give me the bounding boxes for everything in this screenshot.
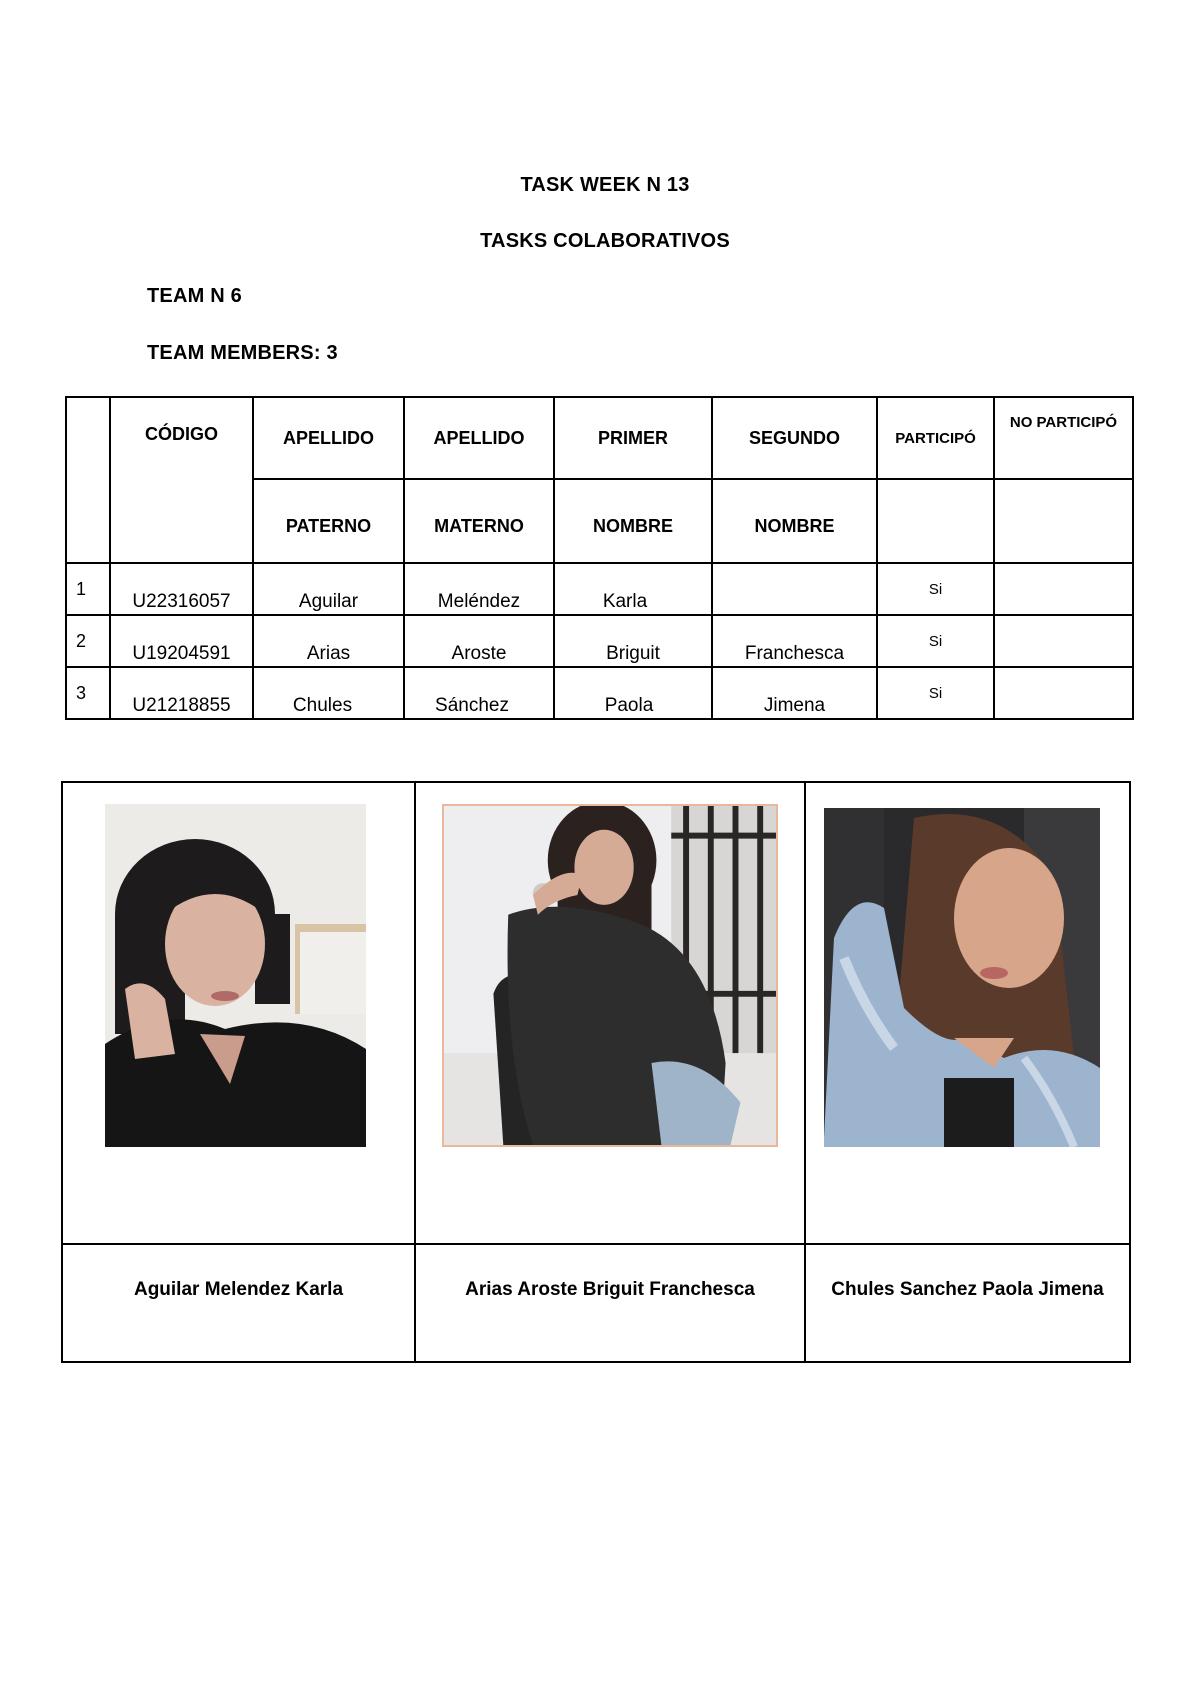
table-row: [66, 615, 1133, 667]
cell-participo: Si: [877, 615, 994, 667]
cell-primer: [554, 563, 712, 615]
cell-segundo: [712, 615, 877, 667]
member-photo: [105, 804, 366, 1147]
header-index-cell: [66, 397, 110, 563]
paterno-text: Aguilar: [298, 591, 359, 612]
team-number: TEAM N 6: [147, 285, 242, 307]
cell-paterno: [253, 615, 404, 667]
table-header-row: [66, 397, 1133, 479]
primer-text: Paola: [604, 695, 654, 716]
cell-codigo: [110, 667, 253, 719]
header-empty-participo: [877, 479, 994, 563]
cell-segundo: [712, 563, 877, 615]
header-participo: PARTICIPÓ: [877, 397, 994, 479]
team-members-count: TEAM MEMBERS: 3: [147, 342, 338, 364]
member-photo: [824, 808, 1100, 1147]
codigo-text: U19204591: [132, 643, 231, 664]
member-name-2: Arias Aroste Briguit Franchesca: [415, 1244, 805, 1362]
header-apellido-2: APELLIDO: [404, 397, 554, 479]
materno-text: Meléndez: [437, 591, 521, 612]
header-nombre-1: NOMBRE: [554, 479, 712, 563]
segundo-text: Jimena: [763, 695, 826, 716]
materno-text: Aroste: [451, 643, 507, 664]
table-row: [66, 563, 1133, 615]
member-photo: [442, 804, 778, 1147]
cell-no-participo: [994, 563, 1133, 615]
cell-codigo: [110, 615, 253, 667]
header-no-participo: NO PARTICIPÓ: [994, 397, 1133, 479]
cell-no-participo: [994, 615, 1133, 667]
header-apellido-1: APELLIDO: [253, 397, 404, 479]
header-primer: PRIMER: [554, 397, 712, 479]
cell-participo: Si: [877, 667, 994, 719]
primer-text: Briguit: [606, 643, 660, 664]
codigo-text: U22316057: [132, 591, 231, 612]
member-name-1: Aguilar Melendez Karla: [62, 1244, 415, 1362]
cell-materno: [404, 667, 554, 719]
row-index: 1: [66, 563, 110, 615]
header-segundo: SEGUNDO: [712, 397, 877, 479]
header-nombre-2: NOMBRE: [712, 479, 877, 563]
photo-cell: [415, 782, 805, 1244]
photo-cell: [805, 782, 1130, 1244]
row-index: 2: [66, 615, 110, 667]
photos-row: [62, 782, 1130, 1244]
cell-materno: [404, 615, 554, 667]
paterno-text: Arias: [306, 643, 351, 664]
header-codigo: CÓDIGO: [110, 397, 253, 563]
document-subtitle: TASKS COLABORATIVOS: [480, 230, 730, 252]
row-index: 3: [66, 667, 110, 719]
document-title: TASK WEEK N 13: [520, 174, 690, 196]
codigo-text: U21218855: [132, 695, 231, 716]
cell-primer: [554, 667, 712, 719]
members-table: [65, 396, 1134, 720]
header-materno: MATERNO: [404, 479, 554, 563]
cell-paterno: [253, 667, 404, 719]
paterno-text: Chules: [292, 695, 353, 716]
cell-paterno: [253, 563, 404, 615]
primer-text: Karla: [602, 591, 648, 612]
cell-materno: [404, 563, 554, 615]
photo-cell: [62, 782, 415, 1244]
cell-no-participo: [994, 667, 1133, 719]
member-name-3: Chules Sanchez Paola Jimena: [805, 1244, 1130, 1362]
header-paterno: PATERNO: [253, 479, 404, 563]
table-row: [66, 667, 1133, 719]
materno-text: Sánchez: [435, 695, 509, 716]
header-empty-no-participo: [994, 479, 1133, 563]
cell-participo: Si: [877, 563, 994, 615]
photos-table: [61, 781, 1131, 1363]
names-row: [62, 1244, 1130, 1362]
cell-segundo: [712, 667, 877, 719]
cell-primer: [554, 615, 712, 667]
segundo-text: Franchesca: [744, 643, 845, 664]
cell-codigo: [110, 563, 253, 615]
